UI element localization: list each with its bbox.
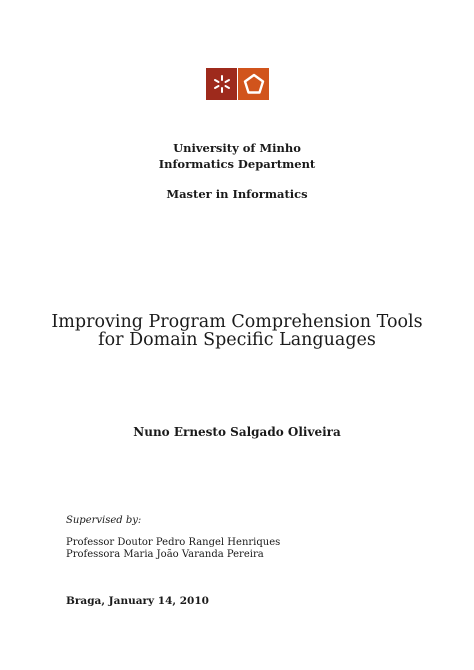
author-name: Nuno Ernesto Salgado Oliveira	[133, 425, 341, 439]
place-and-date: Braga, January 14, 2010	[66, 595, 209, 607]
sunburst-icon	[212, 74, 232, 94]
supervisor-1: Professor Doutor Pedro Rangel Henriques	[66, 537, 281, 548]
university-logo	[206, 68, 269, 100]
logo-right-panel	[238, 68, 269, 100]
program-name: Master in Informatics	[166, 187, 308, 201]
pentagon-icon	[243, 73, 265, 95]
logo-left-panel	[206, 68, 237, 100]
university-name: University of Minho	[173, 141, 301, 155]
thesis-title-line-1: Improving Program Comprehension Tools	[51, 312, 423, 332]
thesis-title-line-2: for Domain Specific Languages	[98, 330, 376, 350]
supervisor-2: Professora Maria João Varanda Pereira	[66, 549, 264, 560]
supervised-by-label: Supervised by:	[66, 515, 142, 526]
department-name: Informatics Department	[158, 157, 316, 171]
